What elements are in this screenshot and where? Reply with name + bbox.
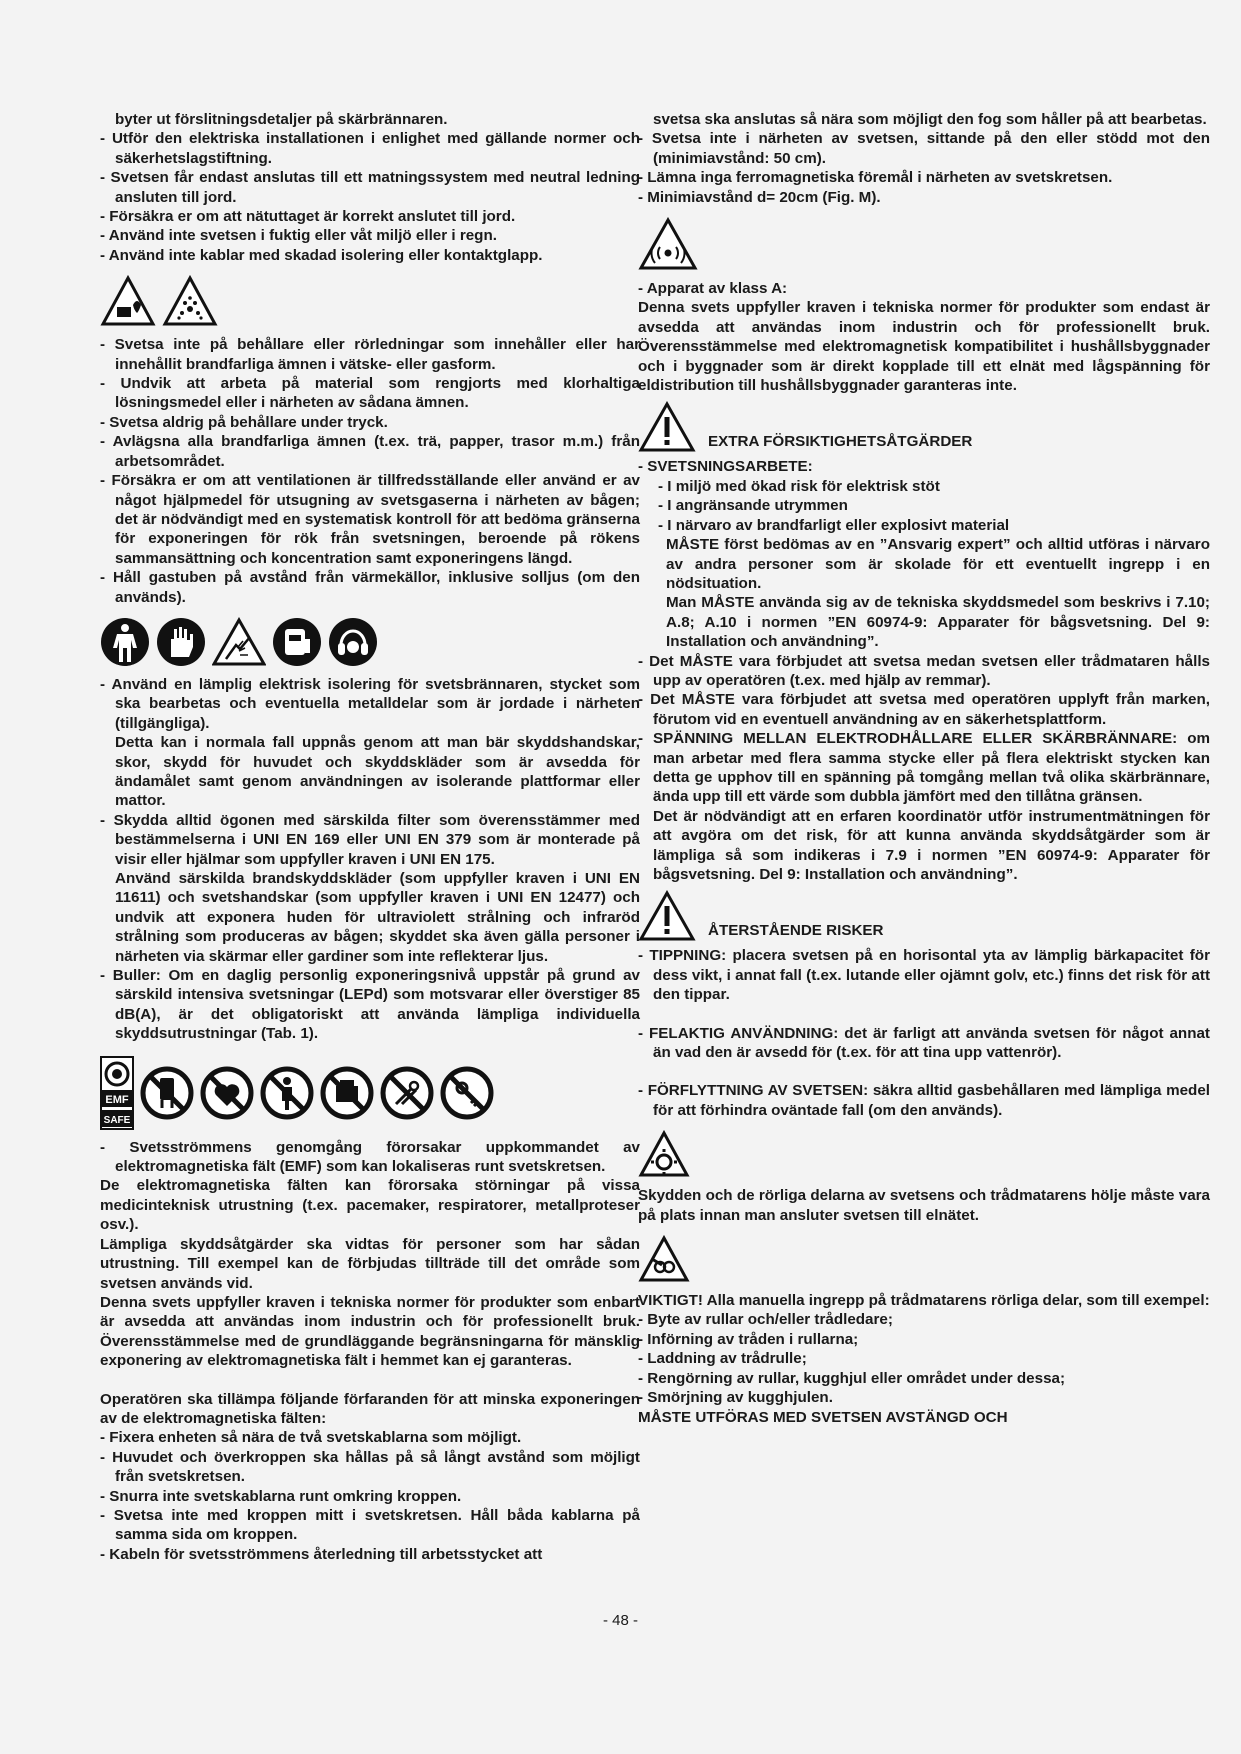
emf-label: EMF bbox=[105, 1093, 129, 1106]
paragraph: Det är nödvändigt att en erfaren koordinatör utför instrumentmätningen för att avgöra om det risk, för att kunna använda skyddsåtgärder som är lämpliga så som indikeras i 7.9 i normen ”EN 60974-9: Apparater för bågsvetsning. Del 9: Installation och användning”. bbox=[653, 807, 1210, 883]
residual-risks-header bbox=[638, 890, 1210, 942]
bullet-item: - Skydda alltid ögonen med särskilda filter som överensstämmer med bestämmelserna i UNI EN 169 eller UNI EN 379 som är monterade på visir eller hjälmar som uppfyller kraven i UNI EN 175. bbox=[100, 811, 640, 868]
bullet-item: - FÖRFLYTTNING AV SVETSEN: säkra alltid gasbehållaren med lämpliga medel för att förhindra oväntade fall (om den används). bbox=[638, 1082, 1210, 1119]
paragraph: MÅSTE först bedömas av en ”Ansvarig expert” och alltid utföras i närvaro av andra personer som är skolade för ett eventuellt ingrepp i en nödsituation. bbox=[666, 536, 1210, 592]
bullet-item: - Svetsa aldrig på behållare under tryck. bbox=[100, 413, 388, 431]
no-pacemaker-icon bbox=[140, 1066, 194, 1120]
bullet-item: - I närvaro av brandfarligt eller explosivt material bbox=[658, 516, 1010, 534]
paragraph: byter ut förslitningsdetaljer på skärbrännaren. bbox=[115, 111, 448, 128]
bullet-item: - Snurra inte svetskablarna runt omkring kroppen. bbox=[100, 1487, 462, 1505]
bullet-item: - Svetsa inte på behållare eller rörledningar som innehåller eller har innehållit brandfarliga ämnen i vätske- eller gasform. bbox=[100, 336, 640, 373]
bullet-item: - Använd inte kablar med skadad isolering eller kontaktglapp. bbox=[100, 246, 543, 264]
bullet-item: - Håll gastuben på avstånd från värmekällor, inklusive solljus (om den används). bbox=[100, 569, 640, 606]
bullet-item: - Kabeln för svetsströmmens återledning till arbetsstycket att bbox=[100, 1545, 543, 1563]
section-heading: EXTRA FÖRSIKTIGHETSÅTGÄRDER bbox=[708, 433, 973, 451]
radiation-warning-icon bbox=[212, 617, 266, 667]
no-metal-tools-icon bbox=[380, 1066, 434, 1120]
bullet-item: - Införning av tråden i rullarna; bbox=[638, 1330, 859, 1348]
fire-hazard-warning-icon bbox=[100, 275, 156, 327]
no-metal-implant-icon bbox=[260, 1066, 314, 1120]
bullet-item: - Laddning av trådrulle; bbox=[638, 1350, 807, 1368]
paragraph: svetsa ska anslutas så nära som möjligt den fog som håller på att bearbetas. bbox=[653, 111, 1207, 128]
right-column bbox=[638, 110, 1210, 1427]
no-watch-electronics-icon bbox=[320, 1066, 374, 1120]
bullet-item: - Huvudet och överkroppen ska hållas på så långt avstånd som möjligt från svetskretsen. bbox=[100, 1448, 640, 1486]
bullet-item: - SVETSNINGSARBETE: bbox=[638, 458, 813, 476]
hand-crush-warning-row bbox=[638, 1235, 1210, 1283]
ppe-icons bbox=[100, 617, 640, 667]
bullet-item: - TIPPNING: placera svetsen på en horisontal yta av lämplig bärkapacitet för dess vikt, i annat fall (t.ex. lutande eller ojämnt golv, etc.) finns det risk för att den tippar. bbox=[638, 947, 1210, 1004]
left-column bbox=[100, 110, 640, 1564]
bullet-item: - I angränsande utrymmen bbox=[658, 497, 848, 515]
bullet-item: - Byte av rullar och/eller trådledare; bbox=[638, 1311, 893, 1329]
bullet-item: - Buller: Om en daglig personlig exponeringsnivå uppstår på grund av särskild intensiva svetsningar (LEPd) som motsvarar eller överstiger 85 dB(A), är det obligatoriskt att använda lämpliga individuella skyddsutrustningar (Tab. 1). bbox=[100, 967, 640, 1043]
paragraph: Använd särskilda brandskyddskläder (som uppfyller kraven i UNI EN 11611) och svetshandskar (som uppfyller kraven i UNI EN 12477) och undvik att exponera huden för ultraviolett strålning och infraröd strålning som produceras av bågen; skyddet ska även gälla personer i närheten via skärmar eller gardiner som inte reflekterar ljus. bbox=[115, 870, 640, 965]
bullet-item: - Svetsa inte i närheten av svetsen, sittande på den eller stödd mot den (minimiavstånd: 50 cm). bbox=[638, 130, 1210, 167]
bullet-item: - Försäkra er om att ventilationen är tillfredsställande eller använd er av något hjälpmedel för utsugning av svetsgaserna i närheten av bågen; det är nödvändigt med en systematisk kontroll för att bedöma gränserna för exponeringen för rök från svetsningen, beroende på rökens sammansättning och koncentration samt exponeringens längd. bbox=[100, 472, 640, 567]
bullet-item: - Smörjning av kugghjulen. bbox=[638, 1389, 833, 1407]
bullet-item: - Apparat av klass A: bbox=[638, 280, 788, 298]
bullet-item: - Det MÅSTE vara förbjudet att svetsa med operatören upplyft från marken, förutom vid en eventuell användning av en säkerhetsplattform. bbox=[638, 691, 1210, 728]
welding-mask-icon bbox=[272, 617, 322, 667]
paragraph: Skydden och de rörliga delarna av svetsens och trådmatarens hölje måste vara på plats innan man ansluter svetsen till elnätet. bbox=[638, 1187, 1210, 1224]
caution-warning-icon bbox=[638, 890, 696, 942]
bullet-item: - Minimiavstånd d= 20cm (Fig. M). bbox=[638, 188, 881, 206]
no-keys-icon bbox=[440, 1066, 494, 1120]
paragraph: MÅSTE UTFÖRAS MED SVETSEN AVSTÄNGD OCH bbox=[638, 1408, 1008, 1426]
bullet-item: - I miljö med ökad risk för elektrisk stöt bbox=[658, 477, 940, 495]
bullet-item: - Använd inte svetsen i fuktig eller våt miljö eller i regn. bbox=[100, 227, 497, 245]
bullet-item: - Svetsa inte med kroppen mitt i svetskretsen. Håll båda kablarna på samma sida om kroppen. bbox=[100, 1506, 640, 1544]
safe-label: SAFE bbox=[103, 1114, 131, 1126]
moving-parts-warning-row bbox=[638, 1130, 1210, 1178]
bullet-item: - Utför den elektriska installationen i enlighet med gällande normer och säkerhetslagstiftning. bbox=[100, 130, 640, 167]
ear-protection-icon bbox=[328, 617, 378, 667]
caution-warning-icon bbox=[638, 401, 696, 453]
hand-crush-warning-icon bbox=[638, 1235, 690, 1283]
paragraph: Man MÅSTE använda sig av de tekniska skyddsmedel som beskrivs i 7.10; A.8; A.10 i normen ”EN 60974-9: Apparater för bågsvetsning. Del 9: Installation och användning”. bbox=[666, 594, 1210, 651]
moving-parts-warning-icon bbox=[638, 1130, 690, 1178]
bullet-item: - Lämna inga ferromagnetiska föremål i närheten av svetskretsen. bbox=[638, 169, 1113, 187]
bullet-item: - Svetsen får endast anslutas till ett matningssystem med neutral ledning ansluten till jord. bbox=[100, 169, 640, 206]
bullet-item: - Det MÅSTE vara förbjudet att svetsa medan svetsen eller trådmataren hålls upp av operatören (t.ex. med hjälp av remmar). bbox=[638, 652, 1210, 689]
paragraph: De elektromagnetiska fälten kan förorsaka störningar på vissa medicinteknisk utrustning (t.ex. pacemaker, respiratorer, metallproteser osv.). bbox=[100, 1177, 640, 1234]
fire-explosion-warning-icons bbox=[100, 275, 640, 327]
bullet-item: - Avlägsna alla brandfarliga ämnen (t.ex. trä, papper, trasor m.m.) från arbetsområdet. bbox=[100, 433, 640, 470]
extra-precautions-header bbox=[638, 401, 1210, 453]
emf-warning-row bbox=[638, 217, 1210, 271]
emf-prohibition-icons bbox=[100, 1056, 640, 1130]
paragraph: VIKTIGT! Alla manuella ingrepp på trådmatarens rörliga delar, som till exempel: bbox=[638, 1292, 1210, 1310]
paragraph: Denna svets uppfyller kraven i tekniska normer för produkter som enbart är avsedda att användas inom industrin och för professionellt bruk. Överensstämmelse med de grundläggande begränsningarna för mänsklig exponering av elektromagnetiska fält i hemmet kan ej garanteras. bbox=[100, 1293, 640, 1370]
bullet-item: - Använd en lämplig elektrisk isolering för svetsbrännaren, stycket som ska bearbetas och eventuella metalldelar som är jordade i närheten (tillgängliga). bbox=[100, 675, 640, 732]
electromagnetic-field-warning-icon bbox=[638, 217, 698, 271]
bullet-item: - SPÄNNING MELLAN ELEKTRODHÅLLARE ELLER SKÄRBRÄNNARE: om man arbetar med flera samma stycke eller på flera elektriskt stycken kan detta ge upphov till en spänning på tomgång mellan två olika skärbrännare, ända upp till ett värde som dubbla jämfört med den tillåtna gränsen. bbox=[638, 730, 1210, 806]
section-heading: ÅTERSTÅENDE RISKER bbox=[708, 922, 884, 939]
paragraph: Lämpliga skyddsåtgärder ska vidtas för personer som har sådan utrustning. Till exempel kan de förbjudas tillträde till det område som svetsen används vid. bbox=[100, 1235, 640, 1292]
bullet-item: - Undvik att arbeta på material som rengjorts med klorhaltiga lösningsmedel eller i närheten av sådana ämnen. bbox=[100, 375, 640, 412]
emf-safe-icon bbox=[100, 1056, 134, 1130]
explosion-hazard-warning-icon bbox=[162, 275, 218, 327]
paragraph: Detta kan i normala fall uppnås genom att man bär skyddshandskar, skor, skydd för huvudet och skyddskläder som är avsedda för ändamålet samt genom användningen av isolerande plattformar eller mattor. bbox=[115, 734, 640, 810]
paragraph: Denna svets uppfyller kraven i tekniska normer för produkter som endast är avsedda att användas inom industrin och för professionellt bruk. Överensstämmelse med elektromagnetisk kompatibilitet i hushållsbyggnader och i byggnader som är direkt kopplade till ett elnät med lågspänning för eldistribution till hushållsbyggnader garanteras inte. bbox=[638, 299, 1210, 395]
bullet-item: - Fixera enheten så nära de två svetskablarna som möjligt. bbox=[100, 1429, 522, 1447]
bullet-item: - FELAKTIG ANVÄNDNING: det är farligt att använda svetsen för något annat än vad den är avsedd för (t.ex. för att tina upp vattenrör). bbox=[638, 1024, 1210, 1062]
protective-gloves-icon bbox=[156, 617, 206, 667]
page-number: - 48 - bbox=[602, 1612, 638, 1629]
protective-clothing-icon bbox=[100, 617, 150, 667]
bullet-item: - Rengörning av rullar, kugghjul eller området under dessa; bbox=[638, 1369, 1066, 1387]
bullet-item: - Svetsströmmens genomgång förorsakar uppkommandet av elektromagnetiska fält (EMF) som kan lokaliseras runt svetskretsen. bbox=[100, 1138, 640, 1176]
no-heart-implant-icon bbox=[200, 1066, 254, 1120]
paragraph: Operatören ska tillämpa följande förfaranden för att minska exponeringen av de elektromagnetiska fälten: bbox=[100, 1390, 640, 1427]
bullet-item: - Försäkra er om att nätuttaget är korrekt anslutet till jord. bbox=[100, 208, 516, 226]
